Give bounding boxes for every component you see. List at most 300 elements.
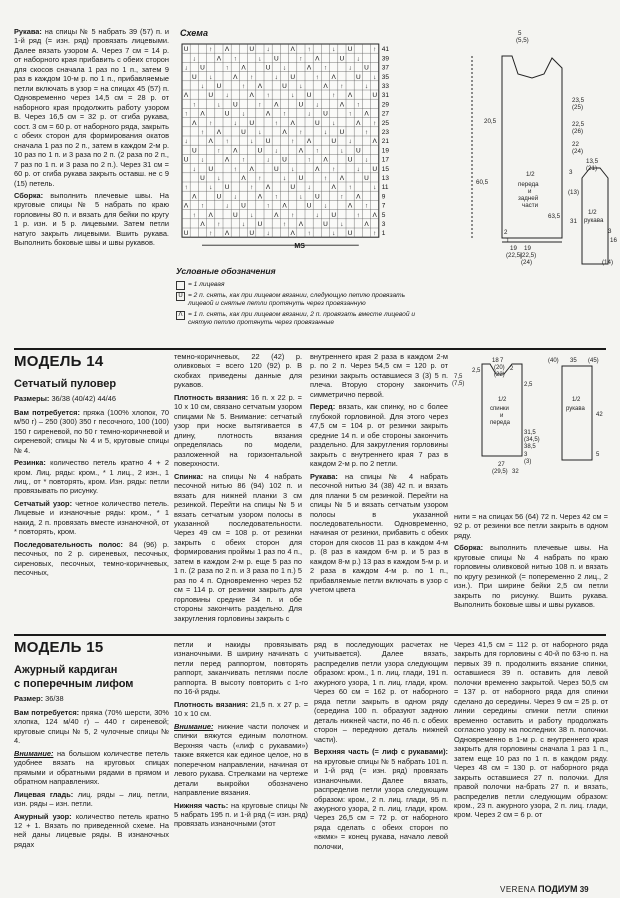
chart-row-number: 19 bbox=[381, 147, 390, 155]
chart-stitch-symbol: U bbox=[191, 73, 197, 81]
pattern-label: 19 bbox=[510, 245, 517, 252]
chart-stitch-symbol: ↓ bbox=[315, 101, 319, 109]
chart-stitch-symbol: ↓ bbox=[299, 193, 303, 201]
chart-stitch-symbol: U bbox=[224, 184, 230, 192]
chart-stitch-symbol: ↑ bbox=[241, 156, 246, 164]
chart-stitch-symbol: ↓ bbox=[192, 55, 196, 63]
chart-stitch-symbol: ↓ bbox=[184, 138, 188, 146]
m14-pattern-label: 35 bbox=[570, 358, 577, 364]
chart-stitch-symbol: ↑ bbox=[315, 147, 319, 155]
chart-stitch-symbol: U bbox=[355, 73, 361, 81]
m14-pattern-label: 2 bbox=[510, 366, 514, 372]
pattern-label: (21) bbox=[586, 165, 598, 172]
chart-stitch-symbol: Λ bbox=[356, 193, 361, 201]
chart-stitch-symbol: ↓ bbox=[307, 110, 311, 118]
m14-pattern-label: рукава bbox=[566, 406, 585, 412]
chart-stitch-symbol: ↑ bbox=[209, 230, 213, 238]
chart-row-number: 25 bbox=[381, 119, 390, 127]
chart-stitch-symbol: U bbox=[208, 165, 214, 173]
model15-col3 bbox=[314, 640, 448, 854]
pattern-label: задней bbox=[518, 195, 539, 202]
chart-stitch-symbol: Λ bbox=[208, 138, 213, 146]
chart-stitch-symbol: Λ bbox=[233, 147, 238, 155]
chart-stitch-symbol: U bbox=[208, 92, 214, 100]
pattern-label: 19 bbox=[524, 245, 531, 252]
chart-stitch-symbol: U bbox=[216, 83, 222, 90]
chart-stitch-symbol: U bbox=[200, 64, 205, 72]
chart-stitch-symbol: U bbox=[232, 211, 238, 219]
legend-title: Условные обозначения bbox=[176, 266, 276, 276]
chart-stitch-symbol: Λ bbox=[331, 184, 336, 192]
chart-stitch-symbol: Λ bbox=[249, 92, 254, 100]
chart-row-number: 33 bbox=[381, 83, 390, 90]
m14-pattern-label: 31,5 bbox=[524, 430, 536, 436]
chart-stitch-symbol: Λ bbox=[257, 193, 263, 201]
m15-col4-p0: Через 41,5 см = 112 р. от наборного ряда закрыть для горловины с 40-й по 63-ю п. на первых 39 п. продолжить вязание спинки, оставшиеся 39 п. оставить для левой полочки временно закрытой. Через 50,5 см = 137 р. от наборного ряда для спинки сделано до середины. Через 9 см = 25 р. от линии середины спинки петли спинки временно оставить и работу продолжать согласно узору на последних 38 п. полочки. Одновременно в 1-м р. с внутреннего края закрыть для горловины сначала 1 раз 1 п., затем еще 10 раз по 1 п. в каждом ряду. Через 48 см = 130 р. от наборного ряда закрыть оставшиеся 27 п. полочки. Для правой полочки на-брать 27 п. и вязать, распределив петли следующим образом: кром., 23 п. ажурного узора, 2 п. лиц. глади, кром. Через 2 см = 6 р. от bbox=[454, 640, 608, 820]
chart-stitch-symbol: ↓ bbox=[340, 147, 344, 155]
legend-text: = 1 лицевая bbox=[188, 280, 225, 288]
chart-stitch-symbol: ↑ bbox=[373, 119, 377, 127]
chart-stitch-symbol: U bbox=[183, 156, 189, 164]
chart-stitch-symbol: ↑ bbox=[348, 110, 352, 118]
chart-stitch-symbol: ↓ bbox=[217, 101, 221, 109]
chart-stitch-symbol: ↑ bbox=[299, 129, 303, 136]
pattern-label: 3 bbox=[608, 228, 612, 235]
chart-stitch-symbol: ↑ bbox=[323, 175, 328, 182]
m14-pattern-label: 18 bbox=[492, 358, 499, 364]
m14-pattern-label: (34,5) bbox=[524, 437, 540, 443]
chart-stitch-symbol: Λ bbox=[265, 110, 271, 118]
chart-stitch-symbol: ↓ bbox=[209, 184, 213, 192]
chart-stitch-symbol: Λ bbox=[192, 119, 197, 127]
chart-row-number: 21 bbox=[381, 138, 390, 146]
pattern-label: 22,5 bbox=[572, 121, 585, 128]
chart-stitch-symbol: ↑ bbox=[340, 83, 344, 90]
chart-stitch-symbol: ↑ bbox=[209, 119, 213, 127]
m14-pattern-label: 5 bbox=[596, 452, 600, 458]
chart-stitch-symbol: ↑ bbox=[332, 92, 336, 100]
model15-sizes: Размер: 36/38 bbox=[14, 694, 64, 704]
chart-stitch-symbol: ↓ bbox=[217, 175, 221, 182]
legend-symbol: Λ bbox=[176, 311, 185, 320]
chart-stitch-symbol: ↑ bbox=[332, 165, 336, 173]
chart-stitch-symbol: U bbox=[191, 147, 197, 155]
chart-stitch-symbol: ↓ bbox=[373, 73, 377, 81]
top-col1 bbox=[14, 27, 169, 251]
chart-stitch-symbol: Λ bbox=[298, 221, 304, 228]
pattern-label: и bbox=[528, 188, 532, 195]
chart-row-number: 29 bbox=[381, 101, 390, 109]
chart-stitch-symbol: ↓ bbox=[274, 147, 278, 155]
section-rule-14 bbox=[14, 348, 606, 350]
m14-front: Перед: вязать, как спинку, но с более глубокой горловиной. Для этого через 47,5 см = 104 р. от резинки закрыть средние 14 п. и обе стороны закончить раздельно. Для закругления горловины закрыть с внутреннего края 7 раз в каждом 2-м р. по 2 петли. bbox=[310, 402, 448, 469]
footer-brand: VERENA bbox=[500, 885, 536, 894]
chart-stitch-symbol: ↓ bbox=[348, 138, 352, 146]
chart-stitch-symbol: Λ bbox=[224, 46, 230, 54]
m15-materials: Вам потребуется: пряжа (70% шерсти, 30% хлопка, 124 м/40 г) – 440 г сиреневой; круговые спицы № 5, 2 чулочные спицы № 4. bbox=[14, 707, 169, 746]
chart-stitch-symbol: ↓ bbox=[266, 230, 270, 238]
pattern-label: 3 bbox=[569, 169, 573, 176]
chart-stitch-symbol: Λ bbox=[200, 221, 205, 228]
chart-stitch-symbol: ↑ bbox=[258, 101, 262, 109]
chart-stitch-symbol: Λ bbox=[323, 83, 328, 90]
chart-stitch-symbol: Λ bbox=[306, 64, 312, 72]
chart-stitch-symbol: U bbox=[183, 46, 189, 54]
para-sleeves: Рукава: на спицы № 5 набрать 39 (57) п. и 1-й ряд (= изн. ряд) провязать лицевыми. Далее вязать узором А. Через 7 см = 14 р. от наборного края прибавить с обеих сторон для скосов сначала 1 раз по 1 п., затем 9 раз в каждом 10-м р. по 1 п., прибавляемые петли включать в узор = на спицах 45 (57) п. Одновременно через 14,5 см = 28 р. от наборного края продолжить работу узором В. Через 16,5 см = 32 р. от сгиба рукава, сост. 3 см = 60 р. от наборного ряда, закрыть с обеих сторон для формирования окатов сначала 1 раз по 2 п., затем в каждом 2-м р. 10 раз по 1 п. и 3 раза по 2 п. (2 раза по 2 п., 7 раз по 1 п. и 3 раза по 2 п.). Через 31 см = 60 р. от сгиба рукава закрыть оставш. не с 9 (15) петель. bbox=[14, 27, 169, 188]
chart-stitch-symbol: ↑ bbox=[323, 64, 328, 72]
chart-stitch-symbol: ↓ bbox=[373, 184, 377, 192]
chart-stitch-symbol: Λ bbox=[339, 101, 345, 109]
chart-stitch-symbol: U bbox=[183, 230, 189, 238]
m14-pattern-label: (22) bbox=[494, 372, 505, 378]
chart-stitch-symbol: U bbox=[331, 138, 337, 146]
chart-stitch-symbol: Λ bbox=[282, 202, 287, 210]
chart-stitch-symbol: U bbox=[241, 202, 246, 210]
chart-row-number: 17 bbox=[381, 156, 390, 164]
chart-stitch-symbol: U bbox=[257, 221, 263, 228]
chart-stitch-symbol: ↓ bbox=[332, 46, 336, 54]
chart-stitch-symbol: ↓ bbox=[225, 202, 229, 210]
m14-gauge: Плотность вязания: 16 п. х 22 р. = 10 х 10 см, связано сетчатым узором спицами № 5. Внимание: сетчатый узор при носке вытягивается в длину, плотность вязания определялась по модели, разложенной на горизонтальной поверхности. bbox=[174, 392, 302, 469]
chart-row-number: 1 bbox=[381, 230, 386, 238]
pattern-label: (22,5) bbox=[520, 252, 537, 259]
m14-pattern-label: 2,5 bbox=[524, 382, 533, 388]
m14-pattern-label: (45) bbox=[588, 358, 599, 364]
chart-stitch-symbol: Λ bbox=[347, 202, 353, 210]
pattern-label: (24) bbox=[572, 148, 584, 155]
legend-item bbox=[176, 311, 426, 328]
chart-stitch-symbol: ↓ bbox=[258, 129, 262, 136]
m15-attention: Внимание: на большом количестве петель удобнее вязать на круговых спицах прямыми и обратными рядами в прямом и обратном направлениях. bbox=[14, 748, 169, 787]
chart-stitch-symbol: ↓ bbox=[258, 55, 262, 63]
pattern-label: 2 bbox=[504, 229, 508, 236]
chart-legend bbox=[176, 266, 426, 328]
chart-stitch-symbol: Λ bbox=[265, 184, 271, 192]
chart-stitch-symbol: Λ bbox=[216, 55, 222, 63]
m14-col4-p0: нити = на спицах 56 (64) 72 п. Через 42 см = 92 р. от резинки все петли закрыть в одном ряду. bbox=[454, 512, 608, 540]
page-number: 39 bbox=[579, 885, 589, 894]
pattern-label: (25) bbox=[572, 104, 584, 111]
m14-pattern-label: 27 bbox=[498, 462, 505, 468]
chart-stitch-symbol: Λ bbox=[315, 165, 320, 173]
m14-pattern-label: (20) bbox=[494, 365, 505, 371]
model15-title: МОДЕЛЬ 15 bbox=[14, 639, 104, 656]
chart-stitch-symbol: U bbox=[273, 55, 279, 63]
chart-stitch-symbol: Λ bbox=[216, 129, 222, 136]
chart-stitch-symbol: ↓ bbox=[364, 83, 369, 90]
chart-stitch-symbol: ↑ bbox=[307, 230, 311, 238]
m14-pattern-label: 3 bbox=[524, 452, 528, 458]
pattern-label: 60,5 bbox=[476, 179, 489, 186]
pattern-label: (14) bbox=[602, 259, 614, 266]
model15-col2 bbox=[174, 640, 308, 832]
pattern-label: 16 bbox=[610, 237, 617, 244]
chart-stitch-symbol: U bbox=[249, 230, 255, 238]
chart-stitch-symbol: Λ bbox=[290, 230, 295, 238]
chart-stitch-symbol: ↑ bbox=[184, 110, 188, 118]
chart-row-number: 37 bbox=[381, 64, 390, 72]
chart-row-number: 11 bbox=[381, 184, 389, 192]
chart-row-number: 41 bbox=[381, 46, 390, 54]
section-rule-15 bbox=[14, 634, 606, 636]
chart-stitch-symbol: U bbox=[347, 156, 353, 164]
chart-stitch-symbol: Λ bbox=[241, 64, 246, 72]
m14-pattern-label: 42 bbox=[596, 412, 603, 418]
m14-pattern-label: спинки bbox=[490, 406, 509, 412]
chart-stitch-symbol: Λ bbox=[208, 211, 213, 219]
chart-stitch-symbol: ↑ bbox=[373, 46, 377, 54]
chart-row-number: 23 bbox=[381, 129, 390, 136]
chart-stitch-symbol: ↑ bbox=[282, 221, 287, 228]
knitting-chart bbox=[174, 30, 424, 252]
legend-text: = 1 п. снять, как при лицевом вязании, 2 п. провязать вместе лицевой и снятую петлю протянуть через провязанные bbox=[188, 310, 415, 327]
chart-stitch-symbol: U bbox=[282, 83, 287, 90]
chart-stitch-symbol: ↑ bbox=[217, 221, 221, 228]
chart-row-number: 35 bbox=[381, 73, 390, 81]
chart-stitch-symbol: Λ bbox=[364, 110, 369, 118]
chart-title: Схема bbox=[180, 28, 208, 38]
pattern-label: 63,5 bbox=[548, 213, 561, 220]
chart-stitch-symbol: ↓ bbox=[250, 138, 254, 146]
chart-stitch-symbol: U bbox=[241, 129, 246, 136]
chart-stitch-symbol: ↑ bbox=[266, 202, 270, 210]
chart-stitch-symbol: ↓ bbox=[192, 165, 196, 173]
chart-grid bbox=[174, 30, 424, 252]
m14-rib: Резинка: количество петель кратно 4 + 2 кром. Лиц. ряды: кром., * 1 лиц., 2 изн., 1 лиц., от * повторять, кром. Изн. ряды: петли провязывать по рисунку. bbox=[14, 458, 169, 496]
chart-stitch-symbol: U bbox=[249, 46, 255, 54]
chart-stitch-symbol: U bbox=[290, 184, 296, 192]
chart-stitch-symbol: ↑ bbox=[241, 83, 246, 90]
m15-attention2: Внимание: нижние части полочек и спинки вяжутся единым полотном. Верхняя часть («лиф с рукавами») также вяжется как единое целое, но в поперечном направлении, начиная от левого рукава. Стрелками на чертеже детали выкройки обозначено направление вязания. bbox=[174, 721, 308, 798]
chart-stitch-symbol: Λ bbox=[372, 211, 377, 219]
chart-stitch-symbol: ↑ bbox=[315, 73, 319, 81]
chart-stitch-symbol: U bbox=[347, 230, 353, 238]
chart-stitch-symbol: ↓ bbox=[266, 156, 270, 164]
chart-stitch-symbol: Λ bbox=[249, 165, 254, 173]
chart-stitch-symbol: U bbox=[306, 202, 312, 210]
pattern-label: 1 bbox=[506, 237, 510, 244]
pattern-label: 5 bbox=[518, 30, 522, 37]
legend-item bbox=[176, 281, 426, 290]
pattern-label: 1/2 bbox=[588, 209, 597, 216]
footer-word: ПОДИУМ bbox=[538, 884, 578, 894]
chart-stitch-symbol: U bbox=[347, 46, 353, 54]
chart-stitch-symbol: ↓ bbox=[323, 202, 328, 210]
chart-stitch-symbol: ↓ bbox=[233, 119, 237, 127]
chart-row-number: 27 bbox=[381, 110, 390, 118]
chart-stitch-symbol: U bbox=[314, 119, 320, 127]
chart-stitch-symbol: Λ bbox=[323, 156, 328, 164]
chart-stitch-symbol: Λ bbox=[241, 175, 246, 182]
chart-stitch-symbol: ↑ bbox=[291, 138, 295, 146]
m14-mesh: Сетчатый узор: четное количество петель. Лицевые и изнаночные ряды: кром., * 1 накид, 2 п. провязать вместе изнаночной, от * повторять, кром. bbox=[14, 498, 169, 537]
m15-gauge: Плотность вязания: 21,5 п. х 27 р. = 10 х 10 см. bbox=[174, 699, 309, 719]
chart-stitch-symbol: Λ bbox=[200, 110, 205, 118]
m15-lower: Нижняя часть: на круговые спицы № 5 набрать 195 п. и 1-й ряд (= изн. ряд) провязать изнаночными (этот bbox=[174, 800, 308, 829]
chart-stitch-symbol: ↑ bbox=[364, 202, 369, 210]
chart-stitch-symbol: ↑ bbox=[258, 175, 262, 182]
pattern-label: 23,5 bbox=[572, 97, 585, 104]
chart-stitch-symbol: ↑ bbox=[364, 129, 369, 136]
chart-stitch-symbol: Λ bbox=[306, 138, 312, 146]
chart-stitch-symbol: U bbox=[339, 55, 345, 63]
chart-stitch-symbol: ↑ bbox=[373, 230, 377, 238]
pattern-label: 1/2 bbox=[526, 171, 535, 178]
chart-stitch-symbol: ↓ bbox=[250, 211, 254, 219]
chart-stitch-symbol: ↑ bbox=[233, 55, 237, 63]
m15-col2-p0: петли и накиды провязывать изнаночными. В ширину начинать с петли перед раппортом, повторять раппорт, заканчивать петлями после раппорта. В высоту повторить с 1-го по 16-й ряды. bbox=[174, 640, 308, 697]
pattern-label: 20,5 bbox=[484, 118, 497, 125]
m15-lace: Ажурный узор: количество петель кратно 12 + 1. Вязать по приведенной схеме. На ней даны лицевые ряды. В изнаночных рядах bbox=[14, 811, 169, 849]
chart-stitch-symbol: ↑ bbox=[192, 101, 196, 109]
model14-col4 bbox=[454, 512, 608, 613]
m14-pattern-label: (29,5) bbox=[492, 469, 508, 475]
chart-stitch-symbol: Λ bbox=[192, 193, 197, 201]
chart-stitch-symbol: U bbox=[339, 129, 345, 136]
chart-stitch-symbol: Λ bbox=[364, 221, 369, 228]
pattern-label: (24) bbox=[521, 259, 533, 266]
chart-stitch-symbol: U bbox=[265, 138, 271, 146]
model15-name-line2: с поперечным лифом bbox=[14, 678, 134, 691]
pattern-label: 13,5 bbox=[586, 158, 599, 165]
m14-col2-p0: темно-коричневых, 22 (42) р. оливковых = всего 120 (92) р. В скобках приведены данные для рукавов. bbox=[174, 352, 302, 390]
chart-stitch-symbol: Λ bbox=[274, 211, 279, 219]
chart-stitch-symbol: ↓ bbox=[241, 221, 246, 228]
chart-stitch-symbol: ↑ bbox=[299, 55, 303, 63]
chart-stitch-symbol: ↑ bbox=[348, 184, 352, 192]
chart-stitch-symbol: ↑ bbox=[356, 211, 360, 219]
chart-stitch-symbol: ↓ bbox=[209, 73, 213, 81]
pattern-label: переда bbox=[518, 181, 539, 188]
m14-col3-p0: внутреннего края 2 раза в каждом 2-м р. по 2 п. Через 54,5 см = 120 р. от резинки закрыть оставшиеся 3 (3) 5 п. плеча. Вторую сторону закончить симметрично первой. bbox=[310, 352, 448, 399]
chart-stitch-symbol: ↓ bbox=[332, 230, 336, 238]
chart-stitch-symbol: ↓ bbox=[364, 156, 369, 164]
m14-pattern-label: 7,5 bbox=[454, 374, 463, 380]
m14-pattern-diagram bbox=[452, 356, 612, 478]
chart-stitch-symbol: Λ bbox=[298, 147, 304, 155]
model14-sizes: Размеры: 36/38 (40/42) 44/46 bbox=[14, 394, 116, 404]
chart-stitch-symbol: Λ bbox=[282, 129, 287, 136]
chart-stitch-symbol: U bbox=[364, 64, 369, 72]
chart-ms-label: MS bbox=[294, 243, 305, 251]
chart-stitch-symbol: ↓ bbox=[307, 184, 311, 192]
chart-stitch-symbol: ↑ bbox=[250, 184, 254, 192]
chart-stitch-symbol: ↓ bbox=[274, 73, 278, 81]
model15-col1 bbox=[14, 638, 169, 852]
chart-stitch-symbol: ↑ bbox=[266, 92, 270, 100]
m14-materials: Вам потребуется: пряжа (100% хлопок, 70 м/50 г) – 250 (300) 350 г песочного, 100 (100) 150 г сиреневой, по 50 г темно-коричневой и сиреневой; спицы № 4 и 5, круговые спицы № 4. bbox=[14, 407, 169, 455]
m14-back: Спинка: на спицы № 4 набрать песочной нитью 86 (94) 102 п. и вязать для нижней планки 3 см резинкой. Перейти на спицы № 5 и вязать сетчатым узором полосы в указанной последовательности. Через 49 см = 108 р. от резинки закрыть с обеих сторон для формирования проймы 1 раз по 4 п., затем в каждом 2-м р. еще 5 раз по 1 п. (2 раза по 2 п. и 3 раза по 1 п.) 5 раз по 4 п. Одновременно через 52 см = 114 р. от резинки закрыть для горловины средние 34 п. и обе стороны закончить раздельно. Для закругления горловины закрыть с bbox=[174, 471, 302, 623]
chart-stitch-symbol: ↓ bbox=[315, 211, 319, 219]
chart-stitch-symbol: U bbox=[257, 147, 263, 155]
chart-stitch-symbol: U bbox=[372, 165, 378, 173]
chart-stitch-symbol: Λ bbox=[290, 119, 295, 127]
chart-stitch-symbol: Λ bbox=[315, 55, 320, 63]
m14-pattern-label: (40) bbox=[548, 358, 559, 364]
model14-title: МОДЕЛЬ 14 bbox=[14, 353, 104, 370]
chart-stitch-symbol: U bbox=[298, 175, 304, 182]
chart-stitch-symbol: Λ bbox=[183, 202, 189, 210]
chart-stitch-symbol: ↑ bbox=[307, 156, 311, 164]
chart-row-number: 15 bbox=[381, 165, 390, 173]
chart-stitch-symbol: U bbox=[306, 92, 312, 100]
m15-col3-p0: ряд в последующих расчетах не учитывается). Далее вязать, распределив петли узора следующим образом: кром., 1 п. лиц. глади, 191 п. ажурного узора, 1 п. лиц. глади, кром. Через 60 см = 162 р. от наборного ряда петли закрыть в одном ряду (середина 100 п. образуют заднюю деталь нижней части, по 46 п. с обеих сторон – переднюю деталь нижней части). bbox=[314, 640, 448, 744]
m14-pattern-label: 7 bbox=[500, 358, 504, 364]
pattern-label: (26) bbox=[572, 128, 584, 135]
chart-stitch-symbol: Λ bbox=[224, 156, 230, 164]
chart-stitch-symbol: U bbox=[273, 165, 279, 173]
m14-pattern-label: (7,5) bbox=[452, 381, 465, 387]
chart-stitch-symbol: U bbox=[224, 110, 230, 118]
chart-stitch-symbol: Λ bbox=[347, 92, 353, 100]
chart-stitch-symbol: U bbox=[355, 147, 361, 155]
chart-stitch-symbol: ↑ bbox=[274, 193, 278, 201]
chart-stitch-symbol: ↓ bbox=[291, 92, 295, 100]
m14-stripes: Последовательность полос: 84 (96) р. песочных, по 2 р. сиреневых, песочных, сиреновых, песочных, темно-коричневых, песочных, bbox=[14, 539, 169, 578]
chart-stitch-symbol: ↑ bbox=[291, 211, 295, 219]
chart-stitch-symbol: ↓ bbox=[299, 83, 303, 90]
model15-col4 bbox=[454, 640, 608, 823]
pattern-label: рукава bbox=[584, 217, 604, 224]
chart-stitch-symbol: Λ bbox=[274, 101, 279, 109]
chart-stitch-symbol: U bbox=[265, 64, 271, 72]
chart-stitch-symbol: ↑ bbox=[192, 211, 196, 219]
pattern-label: 22 bbox=[572, 141, 579, 148]
m15-upper: Верхняя часть (= лиф с рукавами): на круговые спицы № 5 набрать 101 п. и 1-й ряд (= изн. ряд) провязать изнаночными. Далее вязать, распределив петли узора следующим образом: кром., 2 п. лиц. глади, 95 п. ажурного узора, 2 п. лиц. глади, кром. Через 26,5 см = 72 р. от наборного ряда сделать с обеих сторон по «вкмк» = конец рукава, начало левой полочки, bbox=[314, 747, 448, 851]
pattern-label: части bbox=[522, 202, 539, 209]
model14-col2 bbox=[174, 352, 302, 626]
chart-row-number: 5 bbox=[381, 211, 386, 219]
chart-stitch-symbol: ↓ bbox=[282, 175, 287, 182]
chart-stitch-symbol: U bbox=[282, 156, 287, 164]
chart-stitch-symbol: U bbox=[323, 110, 328, 118]
model14-col1 bbox=[14, 352, 169, 581]
pattern-label: (13) bbox=[568, 189, 580, 196]
m14-pattern-label: 1/2 bbox=[572, 397, 581, 403]
legend-item bbox=[176, 292, 426, 309]
top-pattern-diagram bbox=[432, 28, 617, 266]
m14-sleeves: Рукава: на спицы № 4 набрать песочной нитью 34 (38) 42 п. и вязать для планки 5 см резинкой. Перейти на спицы № 5 и вязать сетчатым узором полосы в указанной последовательности. Одновременно, начиная от резинки, прибавить с обеих сторон для скосов 11 раз в каждом 4-м р. (8 раз в каждом 6-м р. и 5 раз в каждом 8-м р.) 13 раз в каждом 5-м р. и 2 раза в каждом 4-м р. по 1 п., прибавляемые петли включать в узор с учетом цвета bbox=[310, 471, 448, 595]
chart-stitch-symbol: ↑ bbox=[307, 46, 311, 54]
chart-stitch-symbol: ↓ bbox=[233, 193, 237, 201]
model14-name: Сетчатый пуловер bbox=[14, 378, 117, 391]
chart-stitch-symbol: U bbox=[364, 175, 369, 182]
chart-stitch-symbol: ↓ bbox=[323, 129, 328, 136]
pattern-label: (5,5) bbox=[516, 37, 529, 44]
chart-stitch-symbol: ↓ bbox=[200, 83, 205, 90]
chart-stitch-symbol: ↑ bbox=[200, 129, 205, 136]
chart-stitch-symbol: U bbox=[232, 101, 238, 109]
m15-stockinette: Лицевая гладь: лиц. ряды – лиц. петли, изн. ряды – изн. петли. bbox=[14, 789, 170, 809]
chart-stitch-symbol: ↓ bbox=[356, 55, 360, 63]
chart-stitch-symbol: ↓ bbox=[241, 110, 246, 118]
pattern-label: 31 bbox=[570, 218, 577, 225]
chart-row-number: 3 bbox=[381, 221, 386, 228]
chart-stitch-symbol: Λ bbox=[372, 138, 377, 146]
m14-pattern-label: 2,5 bbox=[472, 368, 481, 374]
chart-stitch-symbol: ↓ bbox=[184, 64, 188, 72]
chart-stitch-symbol: ↑ bbox=[233, 165, 237, 173]
chart-stitch-symbol: ↑ bbox=[209, 46, 213, 54]
legend-symbol bbox=[176, 281, 185, 290]
chart-stitch-symbol: ↑ bbox=[250, 73, 254, 81]
chart-row-number: 9 bbox=[381, 193, 386, 201]
chart-stitch-symbol: ↓ bbox=[332, 119, 336, 127]
page-footer bbox=[500, 884, 589, 896]
m14-assembly: Сборка: выполнить плечевые швы. На круговые спицы № 4 набрать по краю горловины оливковой нитью 108 п. и вязать по кругу резинкой (= попеременно 2 лиц., 2 изн.). При ширине бейки 2,5 см петли закрыть по рисунку. Вшить рукава. Выполнить боковые швы и швы рукавов. bbox=[454, 543, 608, 610]
chart-stitch-symbol: Λ bbox=[233, 73, 238, 81]
chart-stitch-symbol: U bbox=[290, 73, 296, 81]
